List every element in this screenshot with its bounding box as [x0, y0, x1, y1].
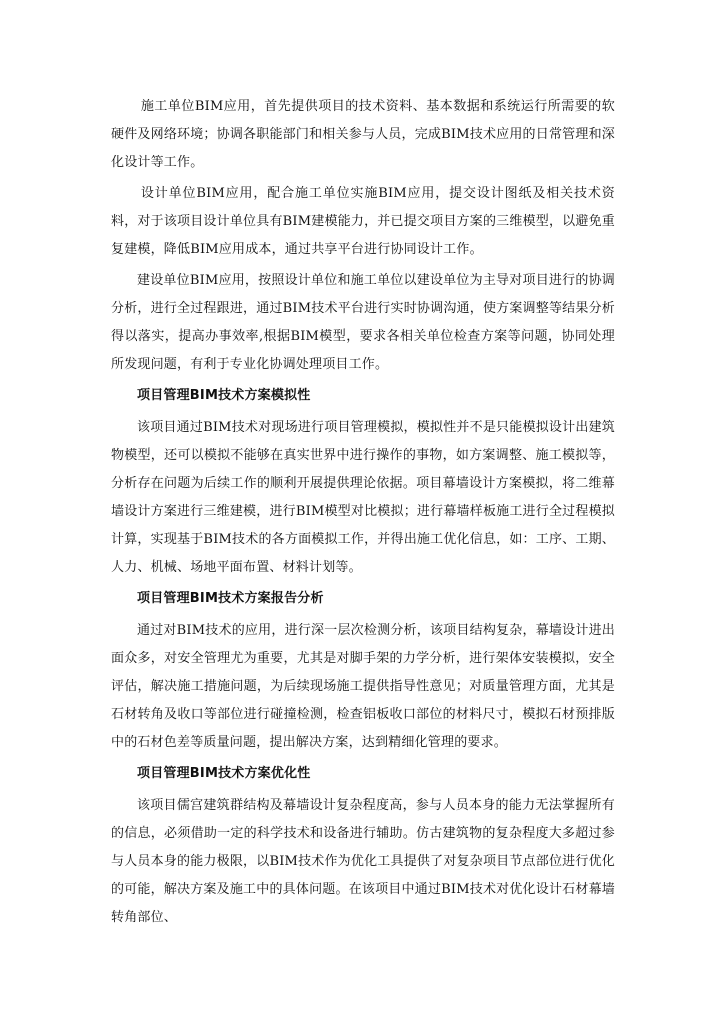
section-heading-report-analysis: 项目管理BIM技术方案报告分析	[137, 591, 324, 606]
section-body-simulation: 该项目通过BIM技术对现场进行项目管理模拟，模拟性并不是只能模拟设计出建筑物模型，还可以模拟不能够在真实世界中进行操作的事物，如方案调整、施工模拟等，分析存在问题为后续工作的顺利开展提供理论依据。项目幕墙设计方案模拟，将二维幕墙设计方案进行三维建模，进行BIM模型对比模拟；进行幕墙样板施工进行全过程模拟计算，实现基于BIM技术的各方面模拟工作，并得出施工优化信息，如：工序、工期、人力、机械、场地平面布置、材料计划等。	[111, 420, 615, 575]
section-heading-simulation: 项目管理BIM技术方案模拟性	[137, 388, 311, 403]
section-body-report-analysis: 通过对BIM技术的应用，进行深一层次检测分析，该项目结构复杂，幕墙设计进出面众多，对安全管理尤为重要，尤其是对脚手架的力学分析，进行架体安装模拟，安全评估，解决施工措施问题，为后续现场施工提供指导性意见；对质量管理方面，尤其是石材转角及收口等部位进行碰撞检测，检查铝板收口部位的材料尺寸，模拟石材预排版中的石材色差等质量问题，提出解决方案，达到精细化管理的要求。	[111, 623, 615, 750]
document-page	[111, 93, 615, 935]
section-heading-optimization: 项目管理BIM技术方案优化性	[137, 766, 311, 781]
section-body-optimization: 该项目儒宫建筑群结构及幕墙设计复杂程度高，参与人员本身的能力无法掌握所有的信息，必须借助一定的科学技术和设备进行辅助。仿古建筑物的复杂程度大多超过参与人员本身的能力极限，以BIM技术作为优化工具提供了对复杂项目节点部位进行优化的可能，解决方案及施工中的具体问题。在该项目中通过BIM技术对优化设计石材幕墙转角部位、	[111, 798, 615, 925]
paragraph-owner-unit: 建设单位BIM应用，按照设计单位和施工单位以建设单位为主导对项目进行的协调分析，进行全过程跟进，通过BIM技术平台进行实时协调沟通，使方案调整等结果分析得以落实，提高办事效率,根据BIM模型，要求各相关单位检查方案等问题，协同处理所发现问题，有利于专业化协调处理项目工作。	[111, 273, 615, 372]
paragraph-design-unit: 设计单位BIM应用，配合施工单位实施BIM应用，提交设计图纸及相关技术资料，对于该项目设计单位具有BIM建模能力，并已提交项目方案的三维模型，以避免重复建模，降低BIM应用成本，通过共享平台进行协同设计工作。	[111, 186, 615, 257]
paragraph-construction-unit: 施工单位BIM应用，首先提供项目的技术资料、基本数据和系统运行所需要的软硬件及网络环境；协调各职能部门和相关参与人员，完成BIM技术应用的日常管理和深化设计等工作。	[111, 99, 615, 170]
